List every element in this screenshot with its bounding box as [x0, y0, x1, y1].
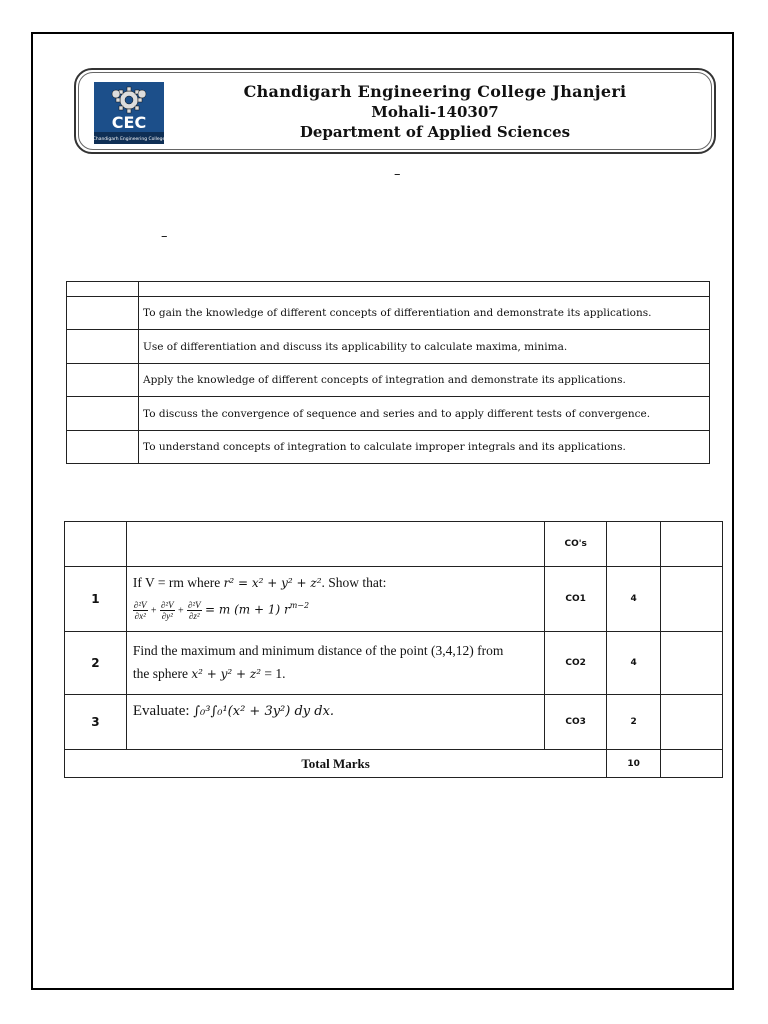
table-cell: [661, 632, 723, 695]
proof-exponent: m−2: [289, 601, 310, 611]
department-name: Department of Applied Sciences: [299, 123, 571, 141]
table-row: [67, 297, 710, 330]
logo-text: CEC: [111, 113, 147, 132]
table-cell: [607, 522, 661, 567]
table-cell: [661, 695, 723, 750]
proof-rhs: = m (m + 1) r: [205, 602, 290, 617]
blank-dash-1: –: [394, 167, 401, 182]
question-marks: 4: [607, 632, 661, 695]
college-logo: [94, 82, 164, 144]
sphere-equation: x² + y² + z²: [191, 667, 262, 681]
question-row: [65, 567, 723, 632]
question-co: CO3: [545, 695, 607, 750]
table-cell: [126, 522, 544, 567]
course-outcomes-table: [66, 281, 710, 464]
question-1-prefix: If V = rm where: [132, 575, 224, 591]
question-text: [126, 632, 544, 695]
table-cell: [65, 522, 127, 567]
table-cell: [67, 297, 139, 330]
question-2-line2-suffix: = 1.: [261, 666, 286, 681]
question-number: 3: [65, 695, 127, 750]
question-text: [126, 695, 544, 750]
table-cell: [661, 750, 723, 778]
logo-caption: Chandigarh Engineering College: [94, 137, 164, 142]
question-marks: 4: [607, 567, 661, 632]
course-outcome-2: Use of differentiation and discuss its applicability to calculate maxima, minima.: [139, 330, 710, 364]
total-row: [65, 750, 723, 778]
blank-dash-2: –: [161, 229, 168, 244]
question-2-line1: Find the maximum and minimum distance of the point (3,4,12) from: [132, 643, 504, 658]
table-row: [67, 330, 710, 364]
table-row: [67, 397, 710, 431]
question-number: 2: [65, 632, 127, 695]
question-text: [126, 567, 544, 632]
table-cell: [661, 522, 723, 567]
question-3-prefix: Evaluate:: [132, 703, 194, 719]
question-1-suffix: . Show that:: [321, 575, 387, 591]
table-cell: [67, 364, 139, 397]
course-outcome-4: To discuss the convergence of sequence and series and to apply different tests of convergence.: [139, 397, 710, 431]
integral-expression: ∫₀³∫₀¹(x² + 3y²) dy dx.: [193, 704, 335, 719]
questions-table: [64, 521, 723, 778]
co-header: CO's: [545, 522, 607, 567]
table-row: [67, 364, 710, 397]
table-row: [67, 282, 710, 297]
table-cell: [139, 282, 710, 297]
total-marks-label: Total Marks: [65, 750, 607, 778]
question-row: [65, 695, 723, 750]
question-2-line2-prefix: the sphere: [132, 666, 192, 681]
college-name: Chandigarh Engineering College Jhanjeri: [243, 82, 627, 101]
total-marks-value: 10: [607, 750, 661, 778]
college-address: Mohali-140307: [371, 103, 499, 121]
question-row: [65, 632, 723, 695]
table-cell: [67, 431, 139, 464]
table-cell: [67, 330, 139, 364]
question-co: CO1: [545, 567, 607, 632]
table-cell: [67, 282, 139, 297]
question-1-equation: r² = x² + y² + z²: [223, 576, 322, 591]
table-row: [65, 522, 723, 567]
table-cell: [67, 397, 139, 431]
table-row: [67, 431, 710, 464]
page-border: [31, 32, 734, 990]
course-outcome-5: To understand concepts of integration to calculate improper integrals and its applications.: [139, 431, 710, 464]
question-number: 1: [65, 567, 127, 632]
question-co: CO2: [545, 632, 607, 695]
table-cell: [661, 567, 723, 632]
course-outcome-3: Apply the knowledge of different concepts of integration and demonstrate its applications.: [139, 364, 710, 397]
laplace-equation: $\frac{\text{∂²V}}{\text{∂x²}}$ + $\frac{\text{∂²V}}{\text{∂y²}}$ + $\frac{\text{∂²V}}{\text{∂z²}}$ = m (m + 1) $r^{m-2}$: [133, 600, 310, 622]
question-marks: 2: [607, 695, 661, 750]
header-text: [180, 82, 690, 142]
course-outcome-1: To gain the knowledge of different concepts of differentiation and demonstrate its applications.: [139, 297, 710, 330]
